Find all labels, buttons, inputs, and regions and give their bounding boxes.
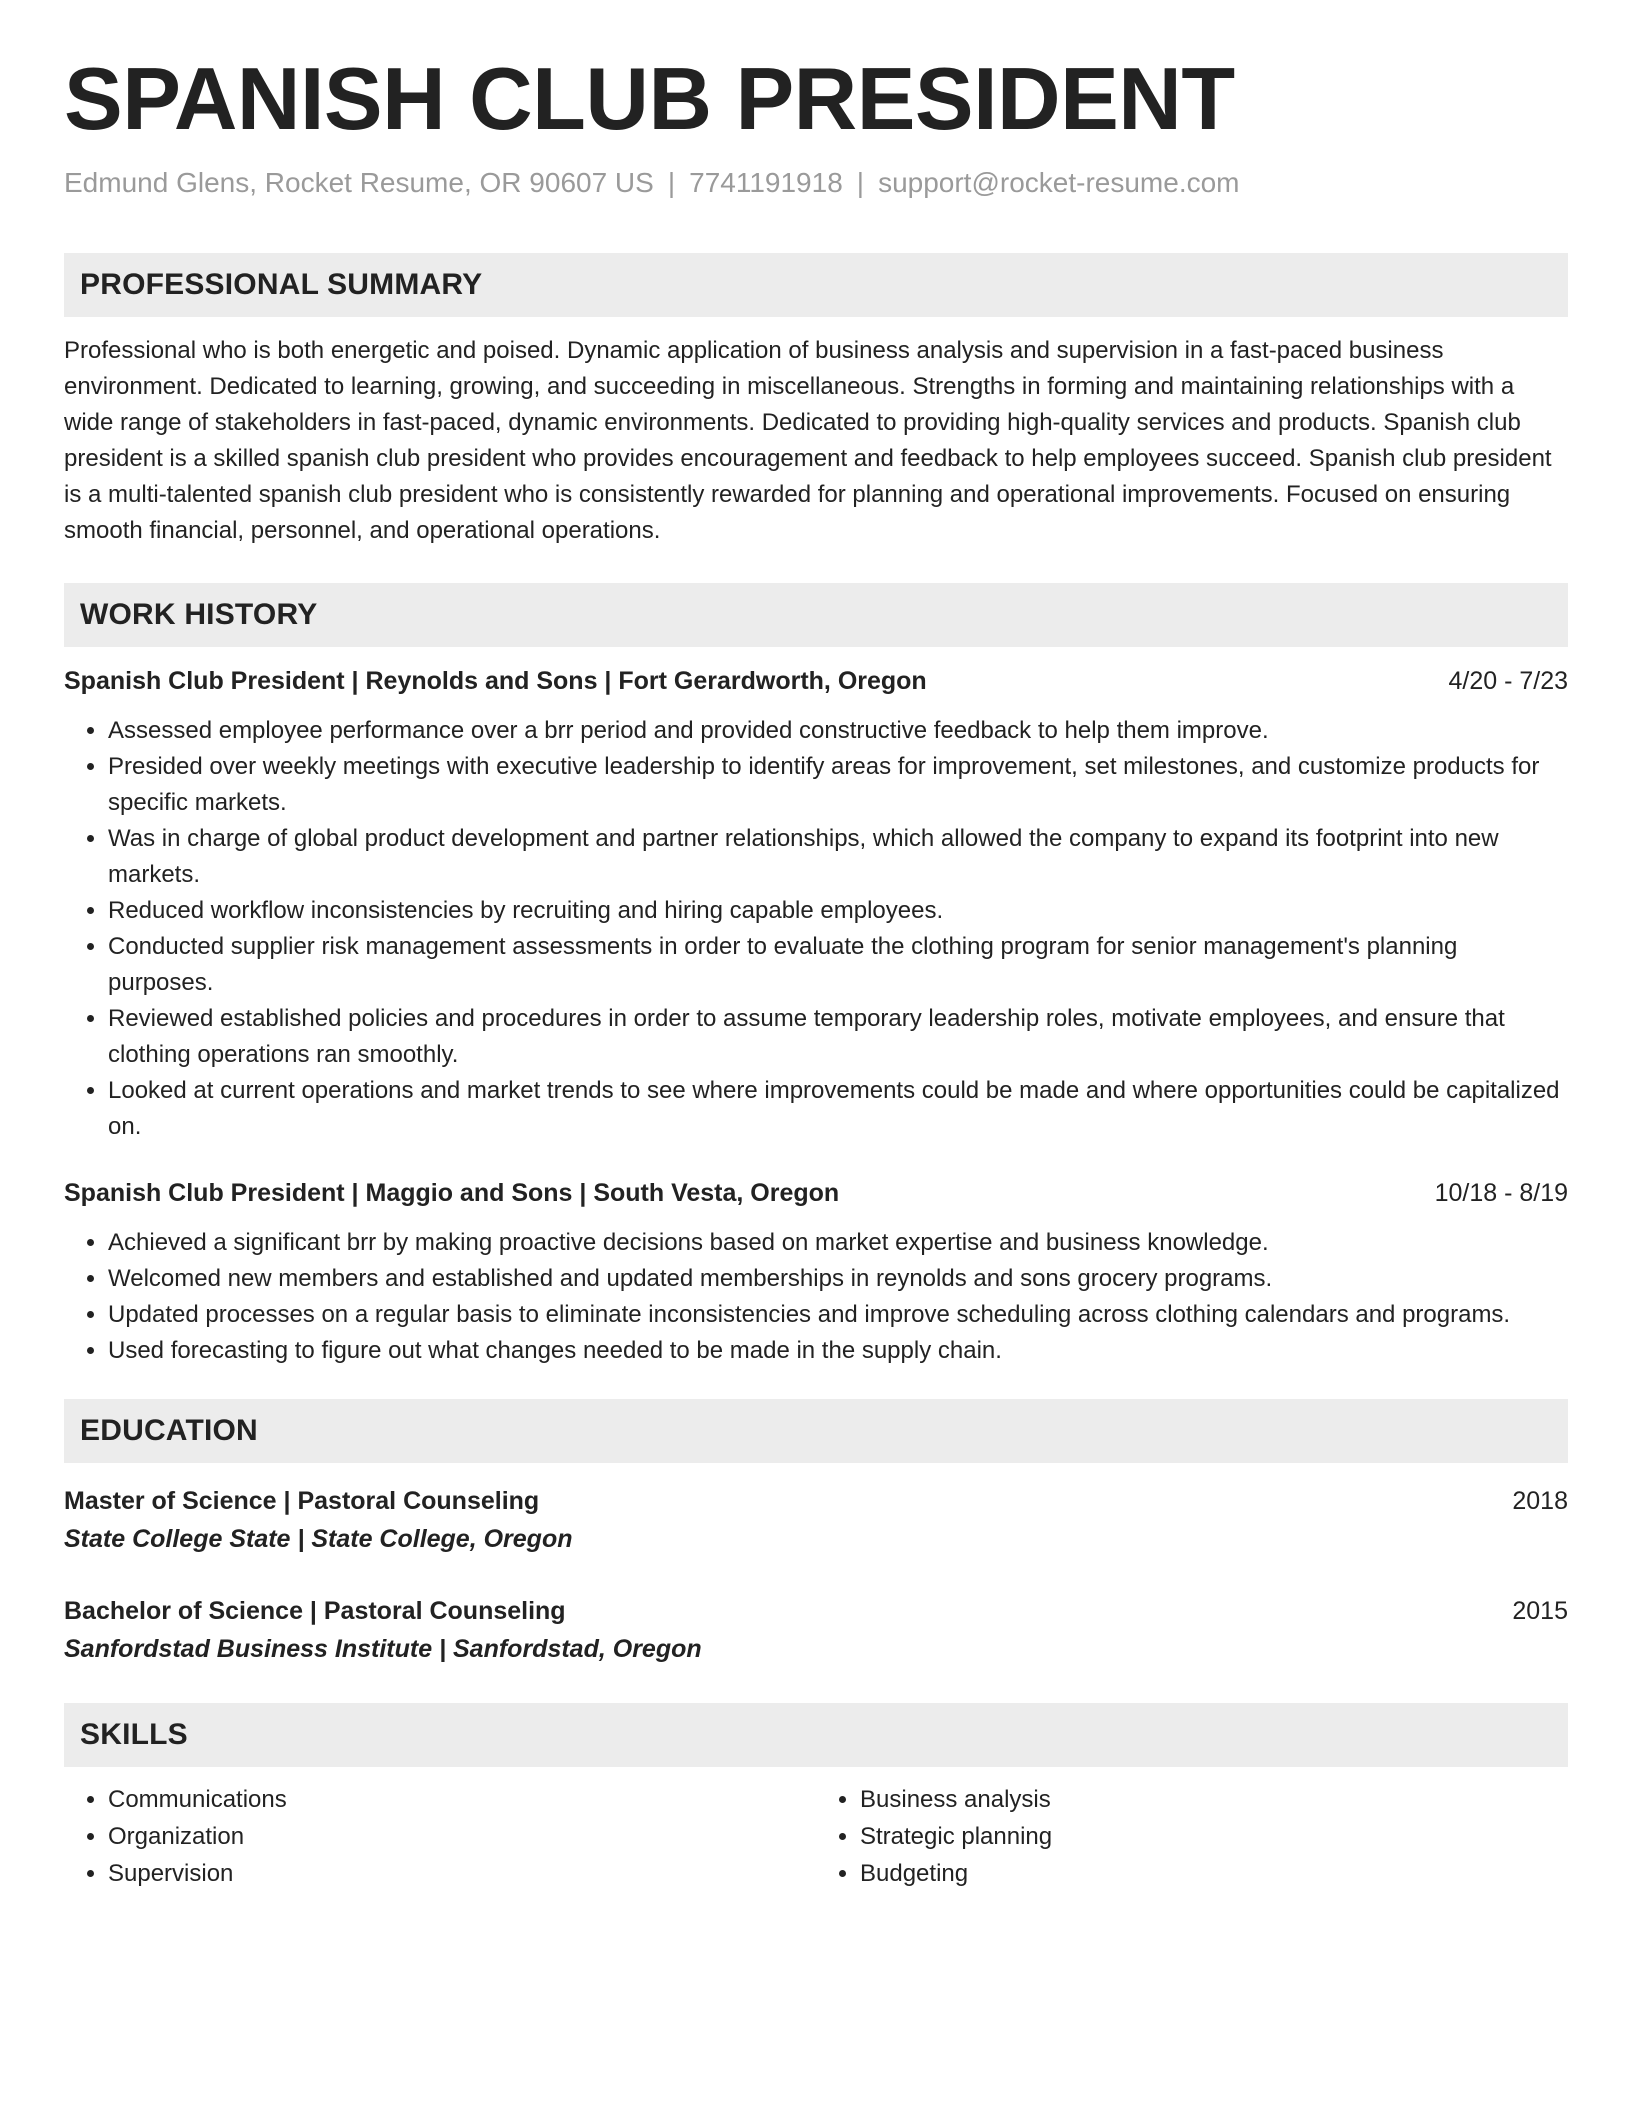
job-bullet: • Updated processes on a regular basis to eliminate inconsistencies and improve scheduling across clothing calendars and programs.: [108, 1297, 1568, 1333]
education-header: [64, 1593, 1568, 1629]
job-bullet: • Assessed employee performance over a brr period and provided constructive feedback to help them improve.: [108, 713, 1568, 749]
contact-email: support@rocket-resume.com: [878, 166, 1240, 198]
job-bullet: • Used forecasting to figure out what changes needed to be made in the supply chain.: [108, 1333, 1568, 1369]
skill-item: • Budgeting: [860, 1855, 1568, 1892]
section-header-summary: PROFESSIONAL SUMMARY: [64, 253, 1568, 317]
education-school: State College State | State College, Oregon: [64, 1524, 573, 1553]
job-entry: [64, 1175, 1568, 1369]
contact-address: Edmund Glens, Rocket Resume, OR 90607 US: [64, 166, 654, 198]
job-dates: 4/20 - 7/23: [1448, 666, 1568, 695]
job-bullet: • Welcomed new members and established and updated memberships in reynolds and sons grocery programs.: [108, 1261, 1568, 1297]
education-header: [64, 1483, 1568, 1519]
skill-item: • Supervision: [108, 1855, 816, 1892]
job-bullets: [64, 713, 1568, 1145]
job-dates: 10/18 - 8/19: [1434, 1178, 1568, 1207]
job-bullet: • Reviewed established policies and procedures in order to assume temporary leadership roles, motivate employees, and ensure that clothing operations ran smoothly.: [108, 1001, 1568, 1073]
skills-column-left: [64, 1781, 816, 1892]
skill-item: • Business analysis: [860, 1781, 1568, 1818]
education-year: 2015: [1512, 1596, 1568, 1625]
section-header-skills: SKILLS: [64, 1703, 1568, 1767]
education-school: Sanfordstad Business Institute | Sanfordstad, Oregon: [64, 1634, 702, 1663]
job-bullet: • Presided over weekly meetings with executive leadership to identify areas for improvement, set milestones, and customize products for specific markets.: [108, 749, 1568, 821]
job-title: Spanish Club President | Reynolds and Sons | Fort Gerardworth, Oregon: [64, 666, 927, 695]
job-bullet: • Conducted supplier risk management assessments in order to evaluate the clothing program for senior management's planning purposes.: [108, 929, 1568, 1001]
skill-item: • Strategic planning: [860, 1818, 1568, 1855]
summary-text: Professional who is both energetic and poised. Dynamic application of business analysis and supervision in a fast-paced business environment. Dedicated to learning, growing, and succeeding in miscellaneous. Strengths in forming and maintaining relationships with a wide range of stakeholders in fast-paced, dynamic environments. Dedicated to providing high-quality services and products. Spanish club president is a skilled spanish club president who provides encouragement and feedback to help employees succeed. Spanish club president is a multi-talented spanish club president who is consistently rewarded for planning and operational improvements. Focused on ensuring smooth financial, personnel, and operational operations.: [64, 336, 1552, 544]
job-title: Spanish Club President | Maggio and Sons | South Vesta, Oregon: [64, 1178, 840, 1207]
job-header: [64, 1175, 1568, 1211]
job-header: [64, 663, 1568, 699]
education-entry: [64, 1483, 1568, 1559]
job-bullet: • Achieved a significant brr by making proactive decisions based on market expertise and business knowledge.: [108, 1225, 1568, 1261]
skill-item: • Organization: [108, 1818, 816, 1855]
education-degree: Master of Science | Pastoral Counseling: [64, 1486, 540, 1515]
contact-phone: 7741191918: [689, 166, 843, 198]
skill-item: • Communications: [108, 1781, 816, 1818]
job-bullet: • Looked at current operations and market trends to see where improvements could be made and where opportunities could be capitalized on.: [108, 1073, 1568, 1145]
skills-list: [64, 1781, 1568, 1892]
skills-column-right: [816, 1781, 1568, 1892]
contact-separator: |: [667, 166, 676, 198]
job-entry: [64, 663, 1568, 1145]
education-entry: [64, 1593, 1568, 1669]
contact-line: [64, 165, 1568, 201]
job-bullet: • Was in charge of global product development and partner relationships, which allowed the company to expand its footprint into new markets.: [108, 821, 1568, 893]
job-bullet: • Reduced workflow inconsistencies by recruiting and hiring capable employees.: [108, 893, 1568, 929]
page-title: SPANISH CLUB PRESIDENT: [64, 49, 1235, 148]
education-year: 2018: [1512, 1486, 1568, 1515]
contact-separator: |: [856, 166, 865, 198]
section-header-education: EDUCATION: [64, 1399, 1568, 1463]
education-degree: Bachelor of Science | Pastoral Counseling: [64, 1596, 566, 1625]
job-bullets: [64, 1225, 1568, 1369]
section-header-work-history: WORK HISTORY: [64, 583, 1568, 647]
